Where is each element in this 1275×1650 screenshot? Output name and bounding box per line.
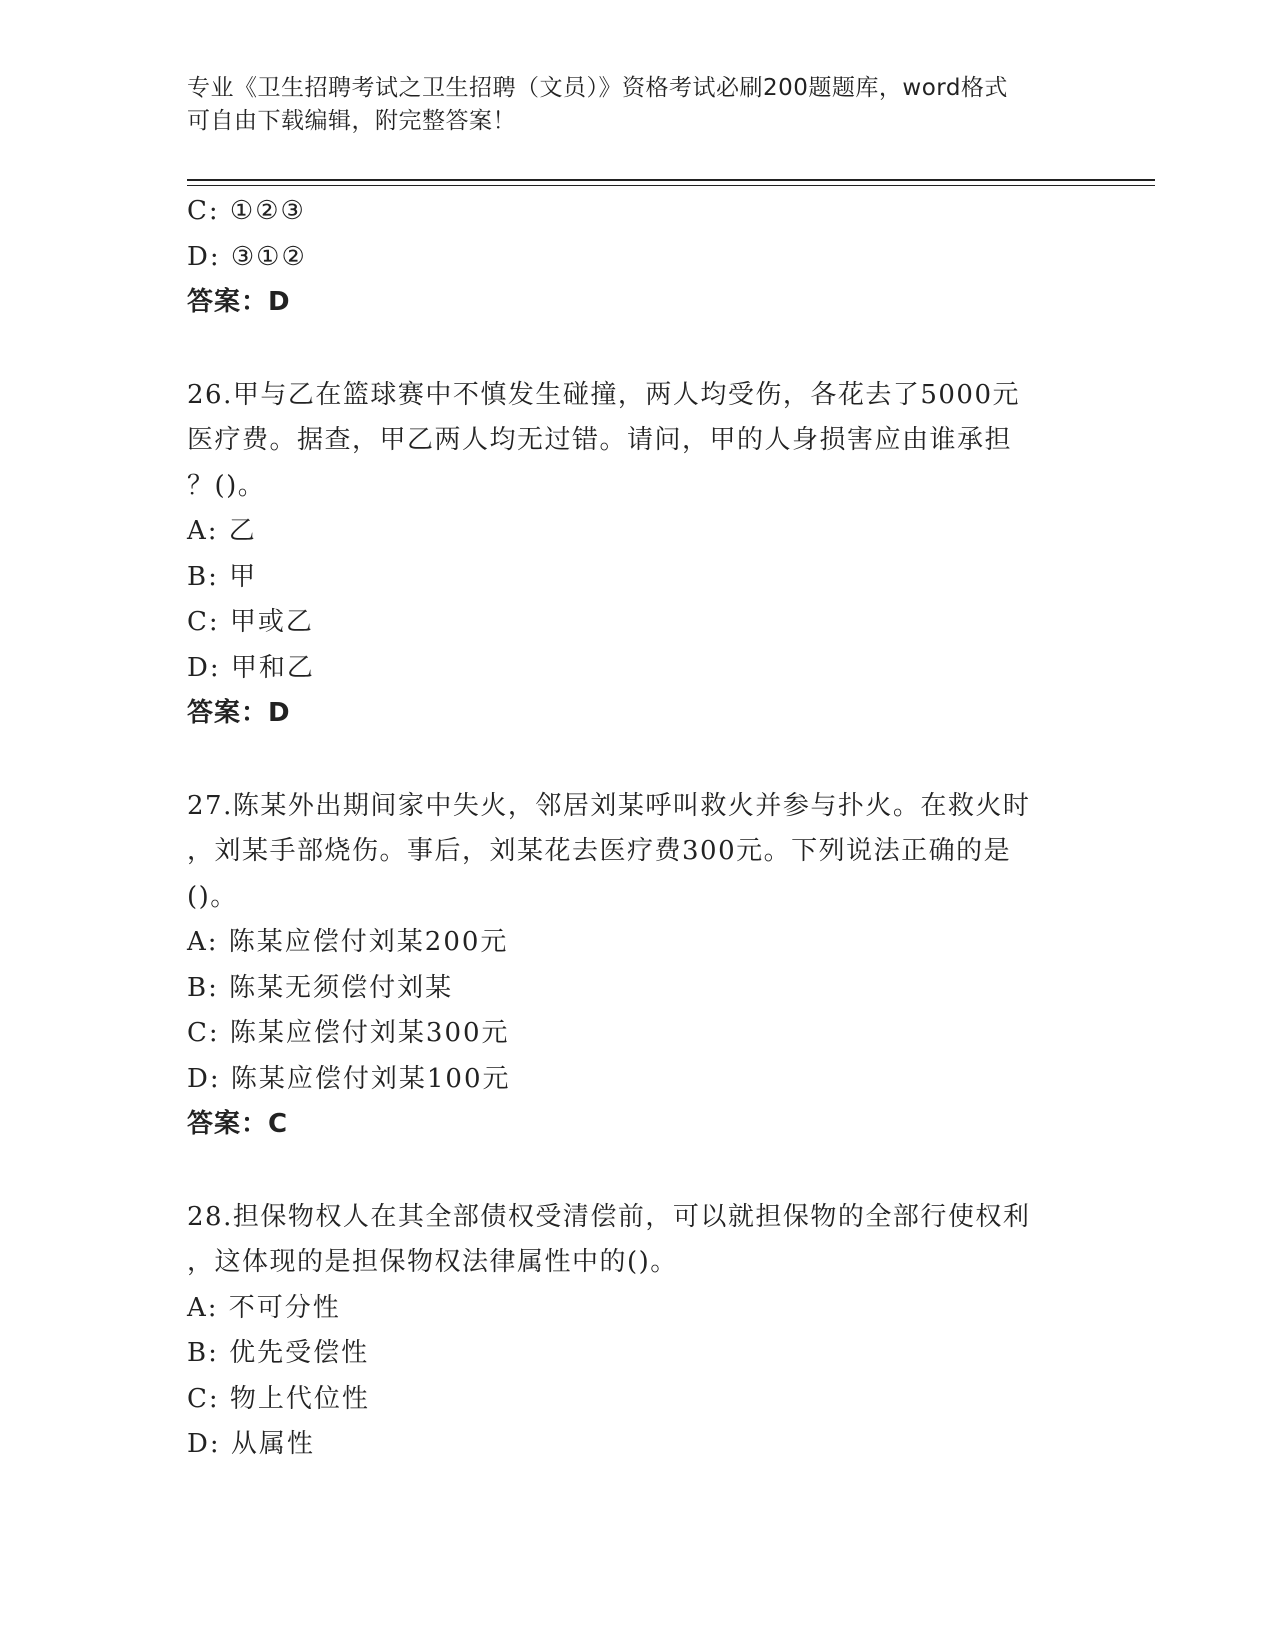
header-line-1: 专业《卫生招聘考试之卫生招聘（文员）》资格考试必刷200题题库，word格式	[187, 75, 1008, 101]
question-text-line: 28.担保物权人在其全部债权受清偿前，可以就担保物的全部行使权利	[187, 1201, 1031, 1232]
question-28	[187, 1195, 1087, 1468]
option-b: B: 甲	[187, 561, 258, 592]
header-line-2: 可自由下载编辑，附完整答案！	[187, 108, 516, 134]
option-a: A: 乙	[187, 516, 257, 546]
option-b: B: 陈某无须偿付刘某	[187, 972, 454, 1003]
header-divider-thick	[187, 179, 1155, 181]
question-25-tail	[187, 189, 1087, 326]
spacer	[187, 737, 1087, 784]
answer: 答案：C	[187, 1109, 289, 1139]
answer: 答案：D	[187, 698, 291, 728]
question-text-line: ，刘某手部烧伤。事后，刘某花去医疗费300元。下列说法正确的是	[187, 836, 1012, 866]
option-c: C: ①②③	[187, 196, 306, 226]
question-27	[187, 784, 1087, 1148]
question-text-line: ，这体现的是担保物权法律属性中的()。	[187, 1247, 678, 1277]
question-26	[187, 373, 1087, 737]
question-text-line: 27.陈某外出期间家中失火，邻居刘某呼叫救火并参与扑火。在救火时	[187, 790, 1031, 821]
option-d: D: 甲和乙	[187, 652, 315, 683]
option-a: A: 不可分性	[187, 1292, 341, 1323]
option-d: D: 陈某应偿付刘某100元	[187, 1063, 511, 1094]
option-a: A: 陈某应偿付刘某200元	[187, 927, 509, 957]
spacer	[187, 326, 1087, 373]
document-body	[187, 189, 1087, 1468]
spacer	[187, 1148, 1087, 1195]
option-b: B: 优先受偿性	[187, 1338, 370, 1368]
option-d: D: ③①②	[187, 241, 307, 272]
question-text-line: 26.甲与乙在篮球赛中不慎发生碰撞，两人均受伤，各花去了5000元	[187, 379, 1021, 410]
question-text-line: ()。	[187, 881, 238, 912]
option-c: C: 物上代位性	[187, 1383, 370, 1414]
document-header	[187, 72, 1067, 138]
option-c: C: 陈某应偿付刘某300元	[187, 1018, 510, 1048]
question-text-line: ？()。	[187, 470, 266, 501]
header-divider-thin	[187, 185, 1155, 186]
option-d: D: 从属性	[187, 1429, 315, 1459]
option-c: C: 甲或乙	[187, 607, 314, 637]
answer: 答案：D	[187, 287, 291, 317]
question-text-line: 医疗费。据查，甲乙两人均无过错。请问，甲的人身损害应由谁承担	[187, 425, 1013, 455]
